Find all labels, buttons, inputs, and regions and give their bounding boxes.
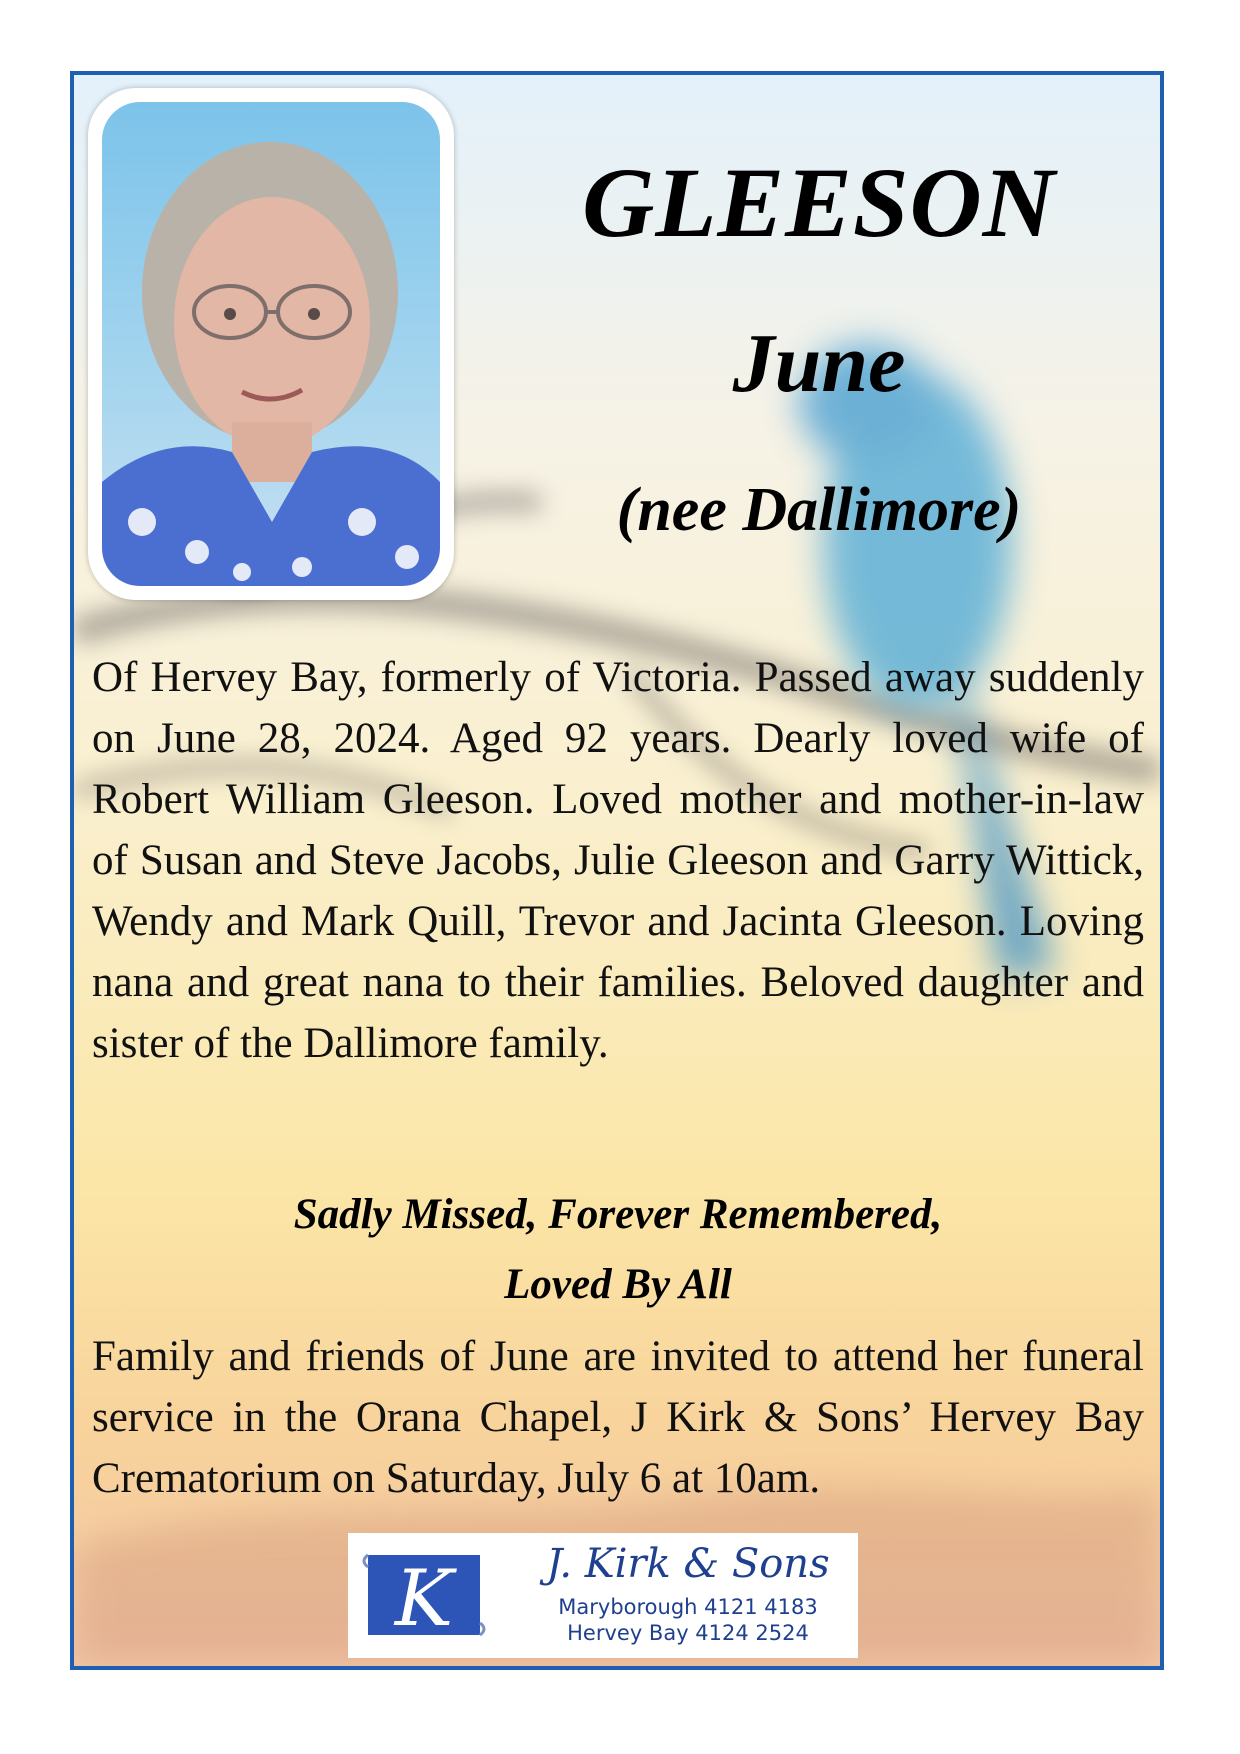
tribute-line: Sadly Missed, Forever Remembered, [293, 1191, 943, 1238]
logo-letter: K [394, 1554, 454, 1644]
tribute-line: Loved By All [504, 1261, 732, 1308]
funeral-service-paragraph: Family and friends of June are invited to attend her funeral service in the Orana Chapel, J Kirk & Sons’ Hervey Bay Crematorium on Saturday, July 6 at 10am. [92, 1333, 1144, 1502]
maiden-name-heading: (nee Dallimore) [616, 476, 1022, 544]
portrait-frame [88, 88, 454, 600]
surname-heading: GLEESON [582, 147, 1056, 258]
portrait-photo [102, 102, 440, 586]
phone-maryborough: Maryborough 4121 4183 [558, 1595, 818, 1619]
obituary-paragraph: Of Hervey Bay, formerly of Victoria. Passed away suddenly on June 28, 2024. Aged 92 years. Dearly loved wife of Robert William Gleeson. Loved mother and mother-in-law of Susan and Steve Jacobs, Julie Gleeson and Garry Wittick, Wendy and Mark Quill, Trevor and Jacinta Gleeson. Loving nana and great nana to their families. Beloved daughter and sister of the Dallimore family. [92, 654, 1144, 1067]
obituary-notice [70, 71, 1164, 1670]
funeral-director-logo [348, 1533, 858, 1658]
portrait-illustration [102, 102, 440, 586]
k-scroll-logo-icon [362, 1545, 492, 1645]
given-name-heading: June [732, 317, 906, 410]
funeral-director-name: J. Kirk & Sons [546, 1541, 830, 1587]
phone-hervey-bay: Hervey Bay 4124 2524 [567, 1621, 809, 1645]
